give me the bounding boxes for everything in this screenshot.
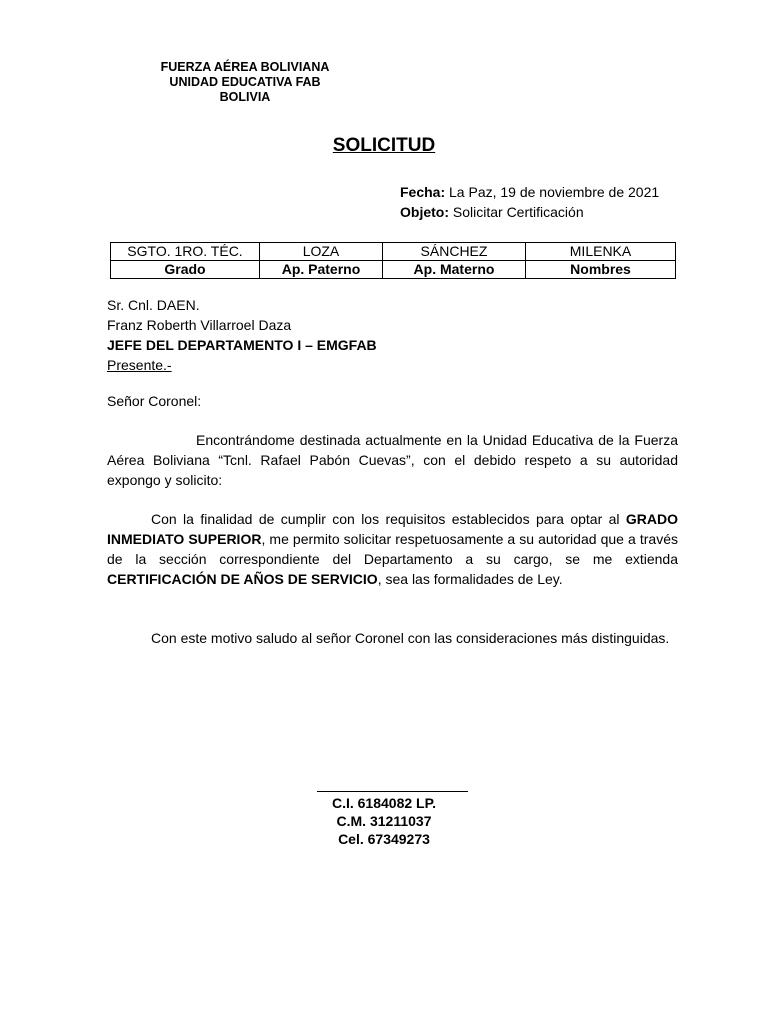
person-values-row — [111, 243, 676, 261]
nombres-label: Nombres — [526, 261, 676, 279]
grado-label: Grado — [111, 261, 260, 279]
objeto-value: Solicitar Certificación — [449, 204, 584, 220]
header-line-1: FUERZA AÉREA BOLIVIANA — [160, 60, 330, 74]
signature-line — [317, 791, 468, 792]
signature-cel: Cel. 67349273 — [338, 831, 430, 847]
person-labels-row — [111, 261, 676, 279]
nombres-value: MILENKA — [526, 243, 676, 261]
paragraph-3: Con este motivo saludo al señor Coronel con las consideraciones más distinguidas. — [151, 630, 670, 646]
objeto-row — [400, 202, 659, 222]
fecha-value: La Paz, 19 de noviembre de 2021 — [445, 184, 660, 200]
signature-cm: C.M. 31211037 — [336, 813, 432, 829]
signature-ci: C.I. 6184082 LP. — [331, 795, 437, 811]
paragraph-1: Encontrándome destinada actualmente en la Unidad Educativa de la Fuerza Aérea Boliviana “Tcnl. Rafael Pabón Cuevas”, con el debido respeto a su autoridad expongo y solicito: — [107, 432, 678, 488]
person-table — [110, 242, 676, 279]
salutation: Señor Coronel: — [107, 393, 202, 409]
recipient-block — [107, 295, 377, 375]
fecha-row — [400, 182, 659, 202]
paragraph-2: Con la finalidad de cumplir con los requisitos establecidos para optar al GRADO INMEDIATO SUPERIOR, me permito solicitar respetuosamente a su autoridad que a través de la sección correspondiente del Departamento a su cargo, se me extienda CERTIFICACIÓN DE AÑOS DE SERVICIO, sea las formalidades de Ley. — [107, 511, 678, 587]
title-text: SOLICITUD — [332, 135, 436, 156]
recipient-rank: Sr. Cnl. DAEN. — [107, 297, 200, 313]
document-title — [0, 135, 768, 157]
certificacion-text: CERTIFICACIÓN DE AÑOS DE SERVICIO — [107, 571, 378, 587]
grado-value: SGTO. 1RO. TÉC. — [111, 243, 260, 261]
header-line-3: BOLIVIA — [219, 90, 271, 104]
institution-header — [145, 60, 345, 105]
recipient-name: Franz Roberth Villarroel Daza — [107, 317, 292, 333]
recipient-presente: Presente.- — [107, 357, 172, 373]
objeto-label: Objeto: — [400, 204, 449, 220]
header-line-2: UNIDAD EDUCATIVA FAB — [169, 75, 321, 89]
fecha-label: Fecha: — [400, 184, 446, 200]
signature-block — [0, 794, 768, 848]
grado-inmediato-superior: GRADO INMEDIATO SUPERIOR — [107, 511, 678, 547]
materno-label: Ap. Materno — [383, 261, 526, 279]
document-meta — [400, 182, 659, 222]
materno-value: SÁNCHEZ — [383, 243, 526, 261]
paterno-label: Ap. Paterno — [260, 261, 383, 279]
recipient-position: JEFE DEL DEPARTAMENTO I – EMGFAB — [107, 337, 377, 353]
paterno-value: LOZA — [260, 243, 383, 261]
